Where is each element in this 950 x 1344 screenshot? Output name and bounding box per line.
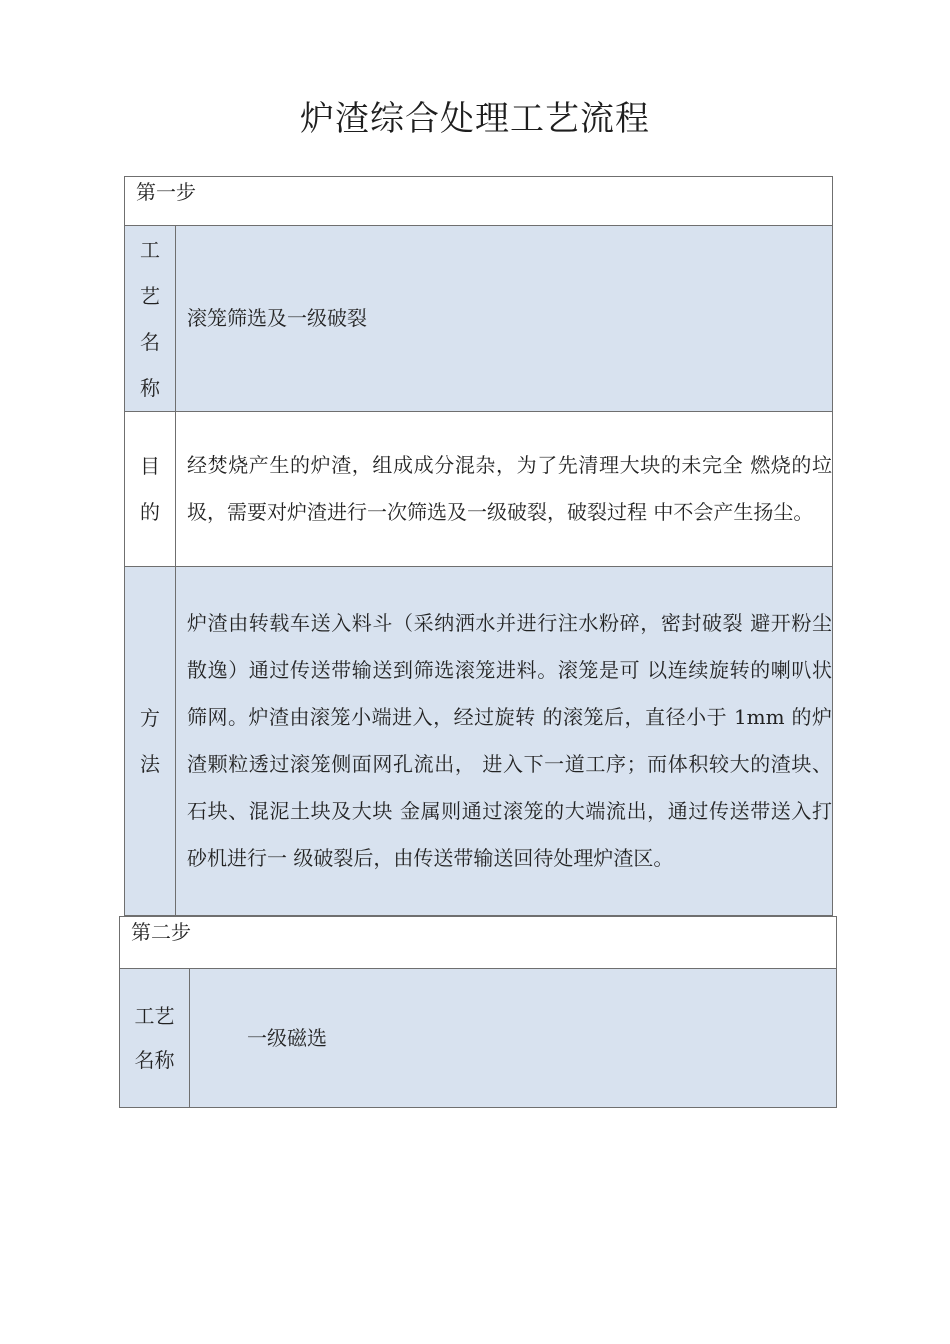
table-row bbox=[125, 567, 833, 916]
table-row bbox=[125, 412, 833, 567]
row-label-cell bbox=[125, 226, 176, 412]
row-content-cell bbox=[176, 412, 833, 567]
method-text: 炉渣由转载车送入料斗（采纳洒水并进行注水粉碎，密封破裂 避开粉尘散逸）通过传送带输送到筛选滚笼进料。滚笼是可 以连续旋转的喇叭状筛网。炉渣由滚笼小端进入，经过旋转 的滚笼后，直径小于 1mm 的炉渣颗粒透过滚笼侧面网孔流出， 进入下一道工序；而体积较大的渣块、石块、混泥土块及大块 金属则通过滚笼的大端流出，通过传送带送入打砂机进行一 级破裂后，由传送带输送回待处理炉渣区。 bbox=[187, 611, 832, 870]
process-name-value: 一级磁选 bbox=[247, 1025, 327, 1050]
process-table-step-2 bbox=[119, 916, 837, 1108]
row-content-cell bbox=[190, 969, 837, 1108]
row-label-process-name: 工艺名称 bbox=[134, 1004, 175, 1072]
row-label-cell bbox=[120, 969, 190, 1108]
row-label-cell bbox=[125, 567, 176, 916]
row-label-purpose: 目的 bbox=[140, 454, 160, 524]
process-name-value: 滚笼筛选及一级破裂 bbox=[187, 306, 367, 330]
row-label-cell bbox=[125, 412, 176, 567]
table-row bbox=[120, 969, 837, 1108]
row-content-cell bbox=[176, 226, 833, 412]
step-header: 第一步 bbox=[125, 177, 833, 226]
row-label-method: 方法 bbox=[140, 706, 160, 776]
page-title: 炉渣综合处理工艺流程 bbox=[300, 98, 650, 139]
row-content-cell bbox=[176, 567, 833, 916]
step-header: 第二步 bbox=[120, 917, 837, 969]
table-row bbox=[125, 226, 833, 412]
purpose-text: 经焚烧产生的炉渣，组成成分混杂，为了先清理大块的未完全 燃烧的垃圾，需要对炉渣进行一次筛选及一级破裂，破裂过程 中不会产生扬尘。 bbox=[187, 453, 832, 524]
process-table-step-1 bbox=[124, 176, 833, 916]
row-label-process-name: 工艺名称 bbox=[140, 237, 160, 400]
